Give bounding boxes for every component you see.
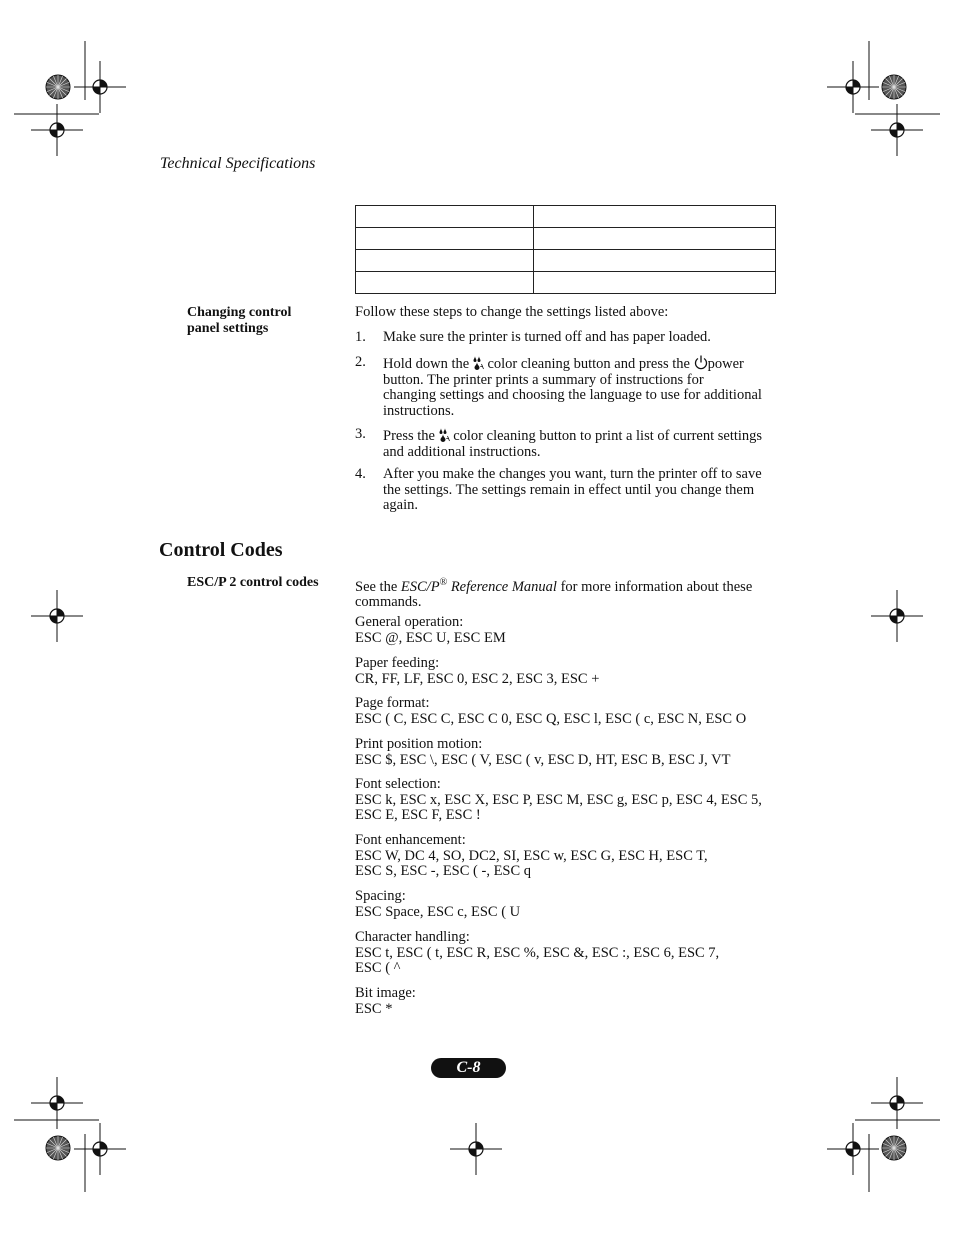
section-title-control-codes: Control Codes <box>159 539 283 561</box>
table-row <box>356 250 776 272</box>
table-cell <box>534 206 776 228</box>
running-head: Technical Specifications <box>160 155 316 172</box>
code-group-codes: ESC @, ESC U, ESC EM <box>355 629 506 646</box>
table-row <box>356 206 776 228</box>
intro-text: commands. <box>355 594 422 611</box>
side-heading-escp2: ESC/P 2 control codes <box>187 575 319 590</box>
step-text <box>383 467 775 514</box>
step-1 <box>355 330 775 346</box>
step-text <box>383 355 775 419</box>
step-text-part: power <box>707 356 744 372</box>
table-cell <box>356 272 534 294</box>
table-cell <box>534 272 776 294</box>
code-group-font-enhancement <box>355 833 775 880</box>
table-row <box>356 228 776 250</box>
step-text-line: the settings. The settings remain in effect until you change them <box>383 481 755 498</box>
code-group-general <box>355 615 775 646</box>
intro-text: See the <box>355 578 401 595</box>
table-cell <box>534 250 776 272</box>
step-number: 1. <box>355 329 366 345</box>
step-text-part: Hold down the <box>383 356 470 372</box>
code-group-page-format <box>355 696 775 727</box>
code-group-label: Font enhancement: <box>355 832 466 848</box>
settings-table <box>355 205 776 294</box>
code-group-label: Paper feeding: <box>355 655 440 671</box>
code-group-codes: ESC E, ESC F, ESC ! <box>355 807 481 823</box>
table-cell <box>356 250 534 272</box>
registered-mark: ® <box>439 577 448 588</box>
table-cell <box>356 228 534 250</box>
side-heading-line: Changing control <box>187 305 292 320</box>
code-group-font-selection <box>355 777 775 824</box>
step-text-line: button. The printer prints a summary of instructions for <box>383 371 704 388</box>
step-text-line: After you make the changes you want, turn the printer off to save <box>383 466 762 482</box>
code-group-print-position <box>355 737 775 768</box>
step-text-part: color cleaning button and press the <box>487 356 690 372</box>
code-group-codes: ESC ( C, ESC C, ESC C 0, ESC Q, ESC l, ESC ( c, ESC N, ESC O <box>355 710 747 727</box>
table-cell <box>356 206 534 228</box>
code-group-codes: CR, FF, LF, ESC 0, ESC 2, ESC 3, ESC + <box>355 670 600 687</box>
step-text: Make sure the printer is turned off and has paper loaded. <box>383 329 711 345</box>
code-group-codes: ESC k, ESC x, ESC X, ESC P, ESC M, ESC g, ESC p, ESC 4, ESC 5, <box>355 791 762 808</box>
code-group-codes: ESC ( ^ <box>355 960 401 976</box>
step-number: 2. <box>355 354 366 370</box>
code-group-label: Character handling: <box>355 929 470 945</box>
code-group-codes: ESC * <box>355 1000 393 1017</box>
code-group-character-handling <box>355 930 775 977</box>
manual-name: ESC/P <box>400 578 440 595</box>
side-heading-changing-settings <box>187 305 291 337</box>
intro-text: for more information about these <box>556 578 753 595</box>
control-codes-intro <box>355 575 775 611</box>
step-2 <box>355 355 775 419</box>
settings-intro: Follow these steps to change the settings listed above: <box>355 304 669 320</box>
code-group-label: Print position motion: <box>355 736 483 752</box>
manual-name: Reference Manual <box>447 578 557 595</box>
step-number: 4. <box>355 466 366 482</box>
code-group-spacing <box>355 889 775 920</box>
color-cleaning-icon <box>439 427 450 442</box>
color-cleaning-icon <box>473 355 484 370</box>
page-number: C-8 <box>431 1058 506 1078</box>
step-number: 3. <box>355 426 366 442</box>
step-text-line: again. <box>383 497 419 513</box>
code-group-label: Bit image: <box>355 985 416 1001</box>
step-text-line: and additional instructions. <box>383 443 541 460</box>
code-group-codes: ESC $, ESC \, ESC ( V, ESC ( v, ESC D, HT, ESC B, ESC J, VT <box>355 751 731 768</box>
code-group-label: General operation: <box>355 614 464 630</box>
step-text-part: Press the <box>383 428 435 444</box>
code-group-bit-image <box>355 986 775 1017</box>
code-group-codes: ESC S, ESC -, ESC ( -, ESC q <box>355 863 532 879</box>
step-3 <box>355 427 775 459</box>
step-4 <box>355 467 775 515</box>
code-group-label: Font selection: <box>355 776 441 792</box>
table-row <box>356 272 776 294</box>
code-group-label: Page format: <box>355 695 430 711</box>
power-icon <box>694 355 708 370</box>
step-text <box>383 427 775 460</box>
code-group-codes: ESC W, DC 4, SO, DC2, SI, ESC w, ESC G, ESC H, ESC T, <box>355 847 708 864</box>
code-group-codes: ESC t, ESC ( t, ESC R, ESC %, ESC &, ESC :, ESC 6, ESC 7, <box>355 944 720 961</box>
table-cell <box>534 228 776 250</box>
side-heading-line: panel settings <box>187 321 269 336</box>
step-text-part: color cleaning button to print a list of current settings <box>453 428 763 444</box>
code-group-label: Spacing: <box>355 888 406 904</box>
step-text-line: changing settings and choosing the language to use for additional <box>383 387 762 403</box>
code-group-codes: ESC Space, ESC c, ESC ( U <box>355 903 521 920</box>
code-group-paper-feeding <box>355 656 775 687</box>
step-text-line: instructions. <box>383 402 455 419</box>
